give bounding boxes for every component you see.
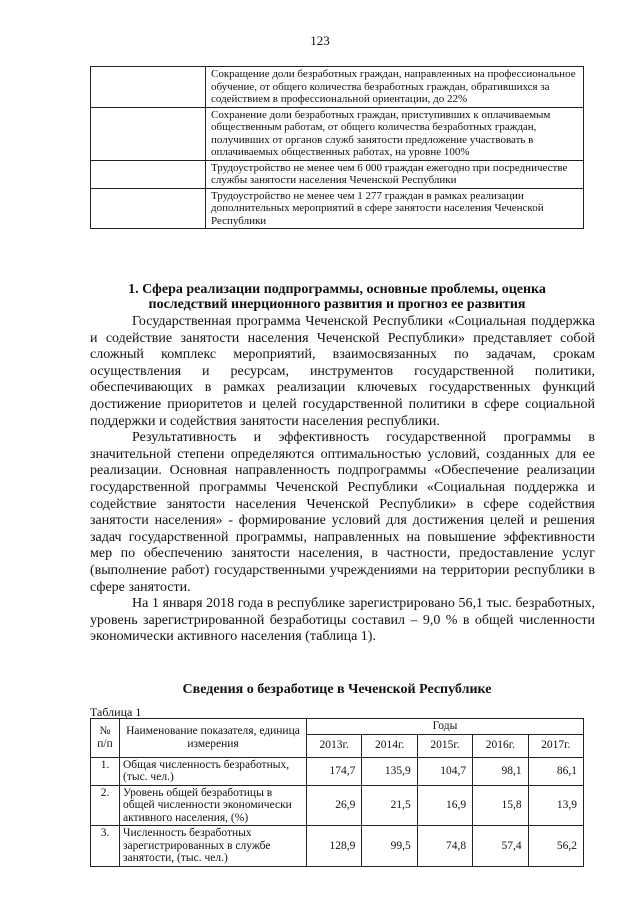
cell-value: 135,9 [362,757,417,785]
cell-value: 98,1 [473,757,528,785]
cell-value: 26,9 [307,785,362,826]
col-number-header: № п/п [91,719,120,758]
cell-value: 174,7 [307,757,362,785]
cell-value: 128,9 [307,826,362,867]
body-text [90,314,595,646]
unemployment-table [90,718,584,867]
paragraph: На 1 января 2018 года в республике зарегистрировано 56,1 тыс. безработных, уровень зарегистрированной безработицы составил – 9,0 % в общей численности экономически активного населения (таблица 1). [90,596,595,645]
cell-value: 86,1 [528,757,583,785]
cell-value: 16,9 [417,785,472,826]
cell-value: 99,5 [362,826,417,867]
cell-value: 13,9 [528,785,583,826]
row-number: 3. [91,826,120,867]
table-row [91,67,584,108]
table-row [91,757,584,785]
table-caption: Таблица 1 [90,705,142,719]
target-cell: Сокращение доли безработных граждан, направленных на профессиональное обучение, от общего количества безработных граждан, обратившихся за содействием в профессиональной ориентации, до 22% [206,67,584,108]
paragraph: Государственная программа Чеченской Республики «Социальная поддержка и содействие занятости населения Чеченской Республики» представляет собой сложный комплекс мероприятий, взаимосвязанных по задачам, срокам осуществления и ресурсам, инструментов государственной политики, обеспечивающих в рамках реализации ключевых государственных функций достижение приоритетов и целей государственной политики в сфере социальной поддержки и содействия занятости населения республики. [90,314,595,429]
year-header: 2016г. [473,734,528,757]
year-header: 2015г. [417,734,472,757]
year-header: 2017г. [528,734,583,757]
targets-table [90,66,584,229]
row-name: Численность безработных зарегистрированных в службе занятости, (тыс. чел.) [120,826,307,867]
table-header-row [91,719,584,735]
row-number: 1. [91,757,120,785]
cell-value: 57,4 [473,826,528,867]
table-row [91,826,584,867]
table-heading: Сведения о безработице в Чеченской Республике [182,682,492,697]
table-row [91,785,584,826]
row-name: Уровень общей безработицы в общей численности экономически активного населения, (%) [120,785,307,826]
table-row [91,160,584,188]
table-row [91,107,584,160]
cell-value: 21,5 [362,785,417,826]
year-header: 2013г. [307,734,362,757]
row-name: Общая численность безработных, (тыс. чел.) [120,757,307,785]
cell-value: 56,2 [528,826,583,867]
col-years-header: Годы [307,719,584,735]
col-name-header: Наименование показателя, единица измерения [120,719,307,758]
paragraph: Результативность и эффективность государственной программы в значительной степени определяются оптимальностью условий, созданных для ее реализации. Основная направленность подпрограммы «Обеспечение реализации государственной программы Чеченской Республики «Социальная поддержка и содействие занятости населения Чеченской Республики» в сфере содействия занятости населения» - формирование условий для достижения целей и решения задач государственной программы, направленных на повышение эффективности мер по обеспечению занятости населения, в частности, предоставление услуг (выполнение работ) государственными учреждениями на территории республики в сфере занятости. [90,430,595,595]
target-cell: Трудоустройство не менее чем 6 000 граждан ежегодно при посредничестве службы занятости населения Чеченской Республики [206,160,584,188]
cell-value: 15,8 [473,785,528,826]
target-cell: Сохранение доли безработных граждан, приступивших к оплачиваемым общественным работам, от общего количества безработных граждан, получивших от органов служб занятости предложение участвовать в оплачиваемых общественных работах, на уровне 100% [206,107,584,160]
page-number: 123 [310,33,330,48]
section-heading: 1. Сфера реализации подпрограммы, основные проблемы, оценка последствий инерционного развития и прогноз ее развития [128,282,546,312]
cell-value: 104,7 [417,757,472,785]
target-cell: Трудоустройство не менее чем 1 277 граждан в рамках реализации дополнительных мероприятий в сфере занятости населения Чеченской Республики [206,188,584,229]
year-header: 2014г. [362,734,417,757]
cell-value: 74,8 [417,826,472,867]
table-row [91,188,584,229]
row-number: 2. [91,785,120,826]
